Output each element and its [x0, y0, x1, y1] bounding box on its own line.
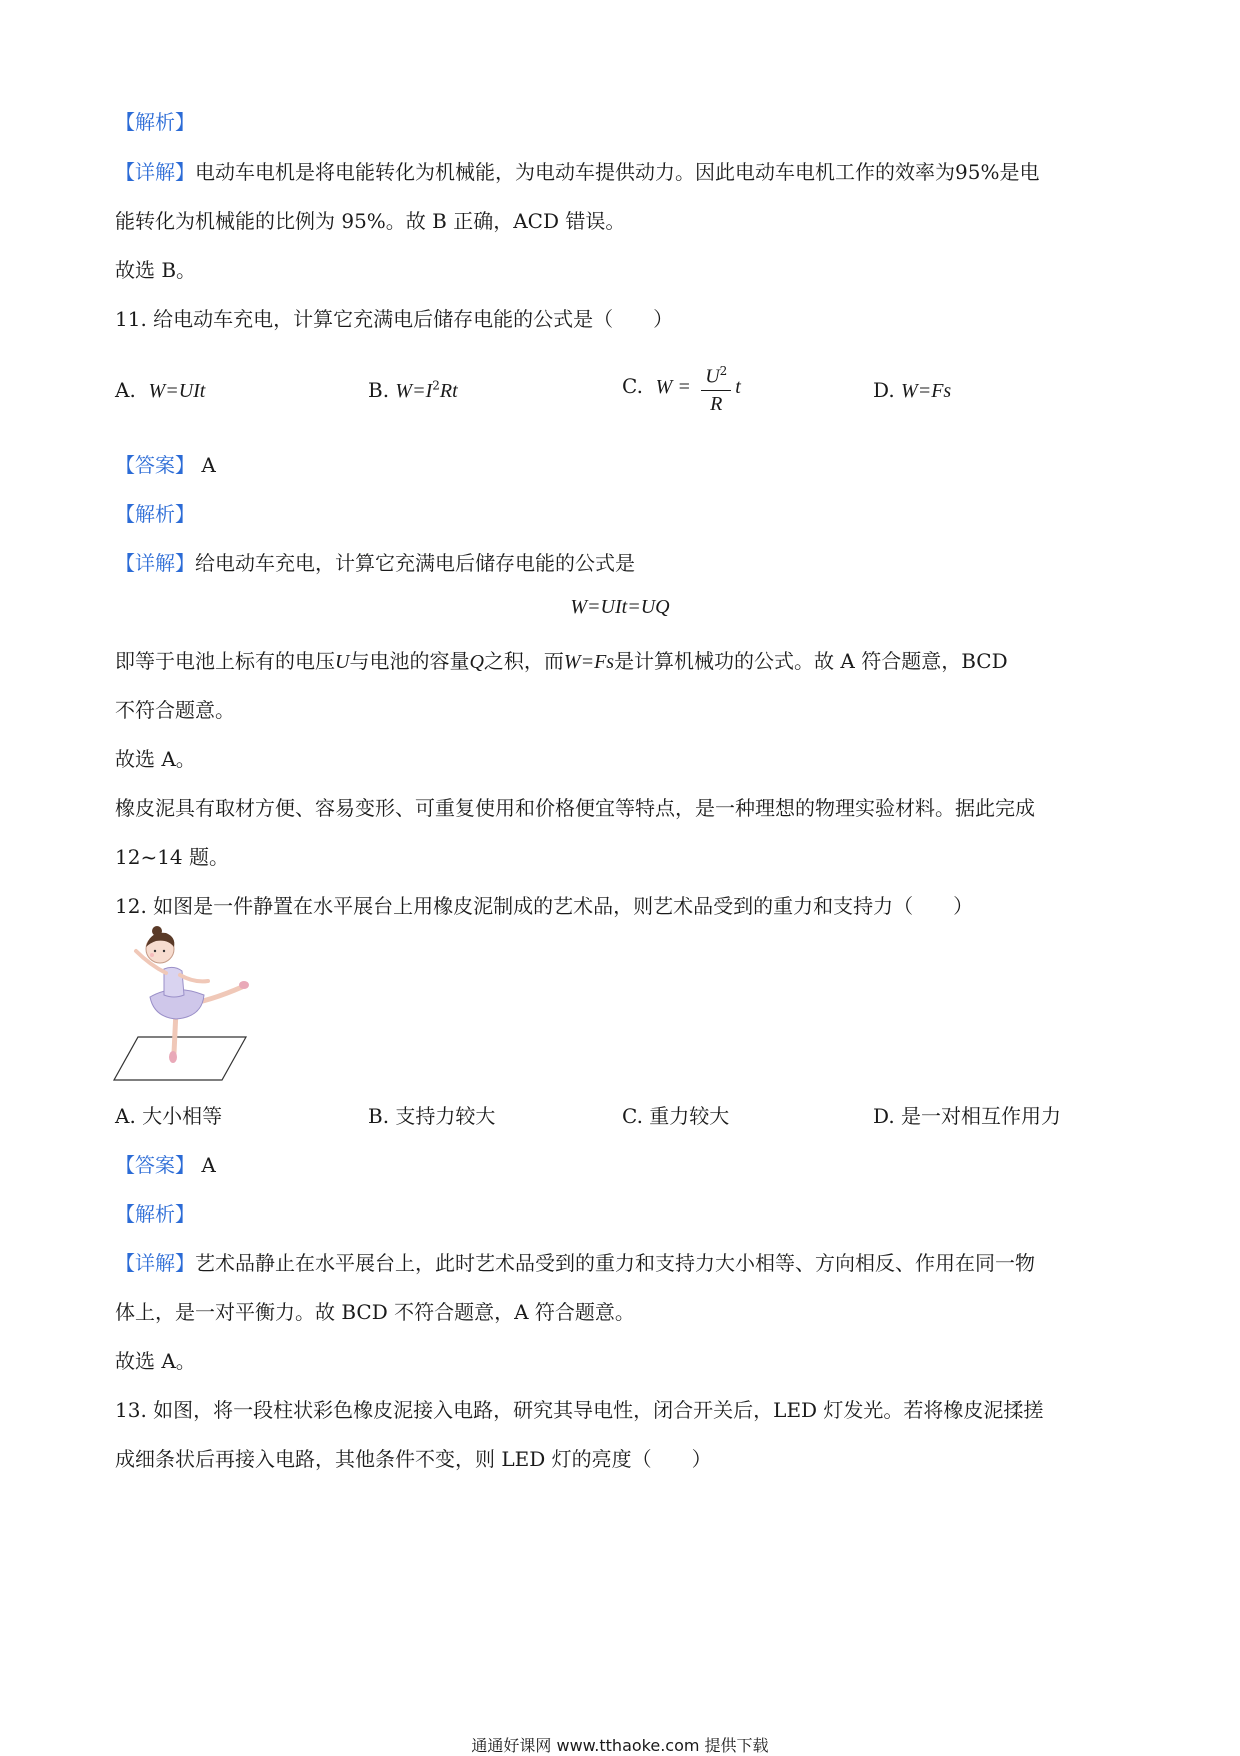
q12-option-b: B. 支持力较大 [368, 1104, 496, 1128]
q11-stem: 11. 给电动车充电，计算它充满电后储存电能的公式是（ ） [115, 307, 674, 331]
q11-option-c: C. W = $\frac{U^2}{R}$ t [622, 358, 741, 417]
q12-detail-2: 体上，是一对平衡力。故 BCD 不符合题意，A 符合题意。 [115, 1300, 635, 1324]
q12-option-a: A. 大小相等 [115, 1104, 223, 1128]
q11-analysis-tag: 【解析】 [115, 502, 195, 526]
analysis-tag-1: 【解析】 [115, 110, 195, 134]
detail-line-2: 能转化为机械能的比例为 95%。故 B 正确，ACD 错误。 [115, 209, 626, 233]
q11-option-a: A. W=UIt [115, 378, 206, 402]
q12-option-c: C. 重力较大 [622, 1104, 730, 1128]
q12-option-d: D. 是一对相互作用力 [873, 1104, 1062, 1128]
q12-stem: 12. 如图是一件静置在水平展台上用橡皮泥制成的艺术品，则艺术品受到的重力和支持力（ ） [115, 894, 974, 918]
dancer-shoe [169, 1051, 177, 1063]
q11-choose: 故选 A。 [115, 747, 196, 771]
page-footer: 通通好课网 www.tthaoke.com 提供下载 [471, 1736, 769, 1755]
q11-option-d: D. W=Fs [873, 378, 952, 402]
display-platform [114, 1037, 246, 1080]
q12-detail-1: 【详解】艺术品静止在水平展台上，此时艺术品受到的重力和支持力大小相等、方向相反、作用在同一物 [115, 1251, 1035, 1275]
choose-b: 故选 B。 [115, 258, 197, 282]
intro-line-1: 橡皮泥具有取材方便、容易变形、可重复使用和价格便宜等特点，是一种理想的物理实验材料。据此完成 [115, 796, 1035, 820]
q12-answer: 【答案】 A [115, 1153, 216, 1177]
q11-explanation-2: 不符合题意。 [115, 698, 235, 722]
q12-choose: 故选 A。 [115, 1349, 196, 1373]
q11-answer: 【答案】 A [115, 453, 216, 477]
q11-formula: W=UIt=UQ [570, 596, 670, 618]
ballerina-figure [110, 925, 260, 1085]
q13-stem-1: 13. 如图，将一段柱状彩色橡皮泥接入电路，研究其导电性，闭合开关后，LED 灯发光。若将橡皮泥揉搓 [115, 1398, 1044, 1422]
q12-analysis-tag: 【解析】 [115, 1202, 195, 1226]
q11-explanation: 即等于电池上标有的电压U与电池的容量Q之积，而W=Fs是计算机械功的公式。故 A 符合题意，BCD [115, 649, 1008, 673]
q11-c-fraction: $\frac{U^2}{R}$ [701, 358, 731, 417]
q11-option-b: B. $W=I^2Rt$ [368, 378, 458, 402]
dancer-hair-bun [152, 926, 162, 936]
intro-line-2: 12~14 题。 [115, 845, 230, 869]
q13-stem-2: 成细条状后再接入电路，其他条件不变，则 LED 灯的亮度（ ） [115, 1447, 712, 1471]
detail-line-1: 【详解】电动车电机是将电能转化为机械能，为电动车提供动力。因此电动车电机工作的效率为95%是电 [115, 160, 1040, 184]
q11-detail: 【详解】给电动车充电，计算它充满电后储存电能的公式是 [115, 551, 635, 575]
